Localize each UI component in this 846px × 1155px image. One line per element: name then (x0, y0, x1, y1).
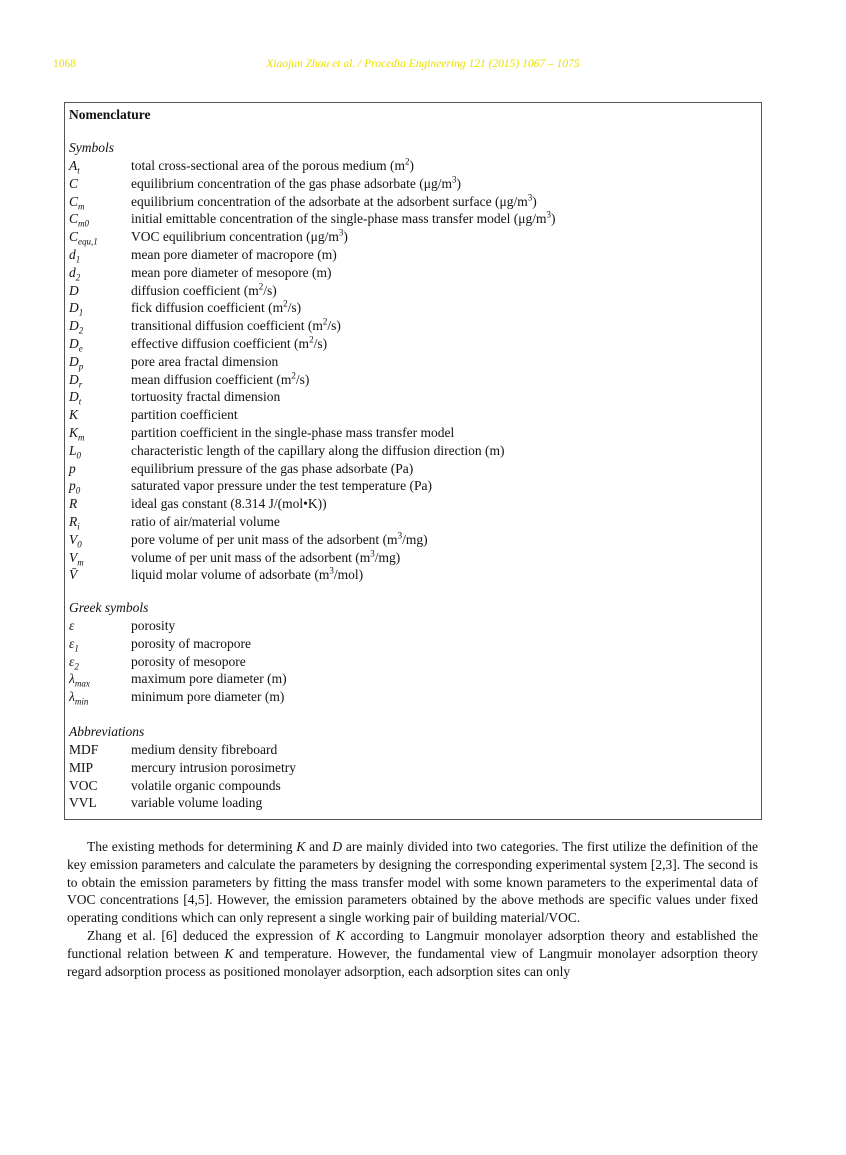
symbol-description: partition coefficient (131, 407, 238, 423)
symbol-description: volume of per unit mass of the adsorbent $(m^3/mg)$ (131, 548, 401, 565)
nomenclature-title: Nomenclature (69, 107, 151, 122)
symbol: MDF (69, 742, 99, 757)
greek-heading: Greek symbols (69, 600, 149, 615)
body-text (67, 838, 758, 980)
symbol: $V_m$ (69, 549, 84, 568)
symbol-description: initial emittable concentration of the single-phase mass transfer model $(\mu g/m^3)$ (131, 209, 556, 227)
symbol-description: fick diffusion coefficient $(m^2/s)$ (131, 298, 302, 316)
symbol-description: porosity (131, 618, 176, 633)
symbol: $\varepsilon_2$ (69, 653, 79, 672)
running-title: Xiaojun Zhou et al. / Procedia Engineering 121 (2015) 1067 – 1075 (266, 58, 580, 70)
symbol-description: equilibrium concentration of the adsorbate at the adsorbent surface $(\mu g/m^3)$ (131, 192, 537, 209)
symbols-heading: Symbols (69, 140, 114, 155)
symbol-description: tortuosity fractal dimension (131, 389, 281, 405)
symbol-description: medium density fibreboard (131, 742, 278, 757)
symbol: $D_1$ (69, 300, 84, 319)
symbol: $D_r$ (69, 371, 83, 390)
symbol: VOC (69, 777, 98, 793)
nomenclature-box (64, 102, 762, 820)
symbol: V̄ (69, 567, 78, 583)
symbol-description: volatile organic compounds (131, 777, 281, 793)
symbol: $K_m$ (69, 425, 85, 443)
symbol: $p_0$ (69, 478, 81, 497)
symbol: $C_{equ,1}$ (69, 229, 98, 247)
abbreviations-heading: Abbreviations (69, 724, 145, 739)
symbol-description: mean diffusion coefficient $(m^2/s)$ (131, 370, 310, 387)
symbol-description: porosity of mesopore (131, 653, 246, 669)
symbol-description: minimum pore diameter (m) (131, 689, 285, 705)
symbol: $d_1$ (69, 247, 81, 265)
symbol-description: mean pore diameter of mesopore (m) (131, 264, 332, 280)
symbol: $R_i$ (69, 514, 80, 532)
symbol-description: effective diffusion coefficient $(m^2/s)$ (131, 334, 328, 351)
symbol-description: characteristic length of the capillary along the diffusion direction (m) (131, 442, 505, 458)
symbol: $\lambda_{max}$ (69, 671, 90, 690)
symbol: $C_m$ (69, 193, 85, 212)
symbol: MIP (69, 759, 94, 775)
running-header (0, 58, 846, 74)
symbol: $\lambda_{min}$ (69, 689, 89, 707)
symbol-description: pore volume of per unit mass of the adsorbent $(m^3/mg)$ (131, 530, 428, 547)
symbol: $D_t$ (69, 389, 82, 408)
symbol-description: total cross-sectional area of the porous medium $(m^2)$ (131, 156, 415, 173)
symbol: D (69, 282, 79, 298)
symbol-description: mercury intrusion porosimetry (131, 759, 296, 775)
symbol: R (69, 496, 78, 512)
symbol-description: diffusion coefficient $(m^2/s)$ (131, 281, 277, 298)
symbol-description: porosity of macropore (131, 635, 251, 651)
symbol: $V_0$ (69, 531, 82, 550)
symbol-description: maximum pore diameter (m) (131, 671, 287, 687)
symbol: $C_{m0}$ (69, 211, 90, 230)
symbol: p (69, 460, 76, 476)
symbol: VVL (69, 795, 97, 811)
symbol: ε (69, 618, 75, 633)
symbol: $\varepsilon_1$ (69, 635, 79, 654)
symbol: C (69, 175, 79, 191)
symbol: $D_p$ (69, 353, 84, 372)
symbol: $d_2$ (69, 264, 81, 283)
symbol: K (69, 407, 79, 423)
symbol-description: pore area fractal dimension (131, 353, 279, 369)
paragraph: The existing methods for determining K and D are mainly divided into two categories. The first utilize the definition of the key emission parameters and calculate the parameters by designing the corresponding experimental system [2,3]. The second is to obtain the emission parameters by fitting the mass transfer model with some known parameters to the experimental data of VOC concentrations [4,5]. However, the emission parameters obtained by the above methods are specific values under fixed operating conditions which can only represent a single working pair of building material/VOC. (67, 839, 758, 926)
symbol-description: transitional diffusion coefficient $(m^2/s)$ (131, 316, 341, 334)
symbol-description: partition coefficient in the single-phase mass transfer model (131, 425, 455, 440)
symbol-description: VOC equilibrium concentration $(\mu g/m^3)$ (131, 227, 348, 245)
symbol-description: equilibrium pressure of the gas phase adsorbate (Pa) (131, 460, 414, 476)
symbol-description: ratio of air/material volume (131, 514, 280, 529)
symbol-description: saturated vapor pressure under the test temperature (Pa) (131, 478, 433, 494)
symbol-description: variable volume loading (131, 795, 263, 811)
symbol-description: mean pore diameter of macropore (m) (131, 247, 337, 262)
symbol-description: ideal gas constant (8.314 J/(mol•K)) (131, 496, 327, 512)
paragraph: Zhang et al. [6] deduced the expression of K according to Langmuir monolayer adsorption theory and established the functional relation between K and temperature. However, the fundamental view of Langmuir monolayer adsorption theory regard adsorption process as positioned monolayer adsorption, each adsorption sites can only (67, 927, 758, 979)
symbol: $A_t$ (69, 158, 80, 176)
symbol-description: equilibrium concentration of the gas phase adsorbate $(\mu g/m^3)$ (131, 174, 462, 191)
symbol: $D_2$ (69, 318, 84, 336)
page-number: 1068 (53, 58, 76, 70)
symbol: $D_e$ (69, 336, 83, 354)
symbol-description: liquid molar volume of adsorbate $(m^3/mol)$ (131, 565, 364, 583)
symbol: $L_0$ (69, 442, 82, 461)
